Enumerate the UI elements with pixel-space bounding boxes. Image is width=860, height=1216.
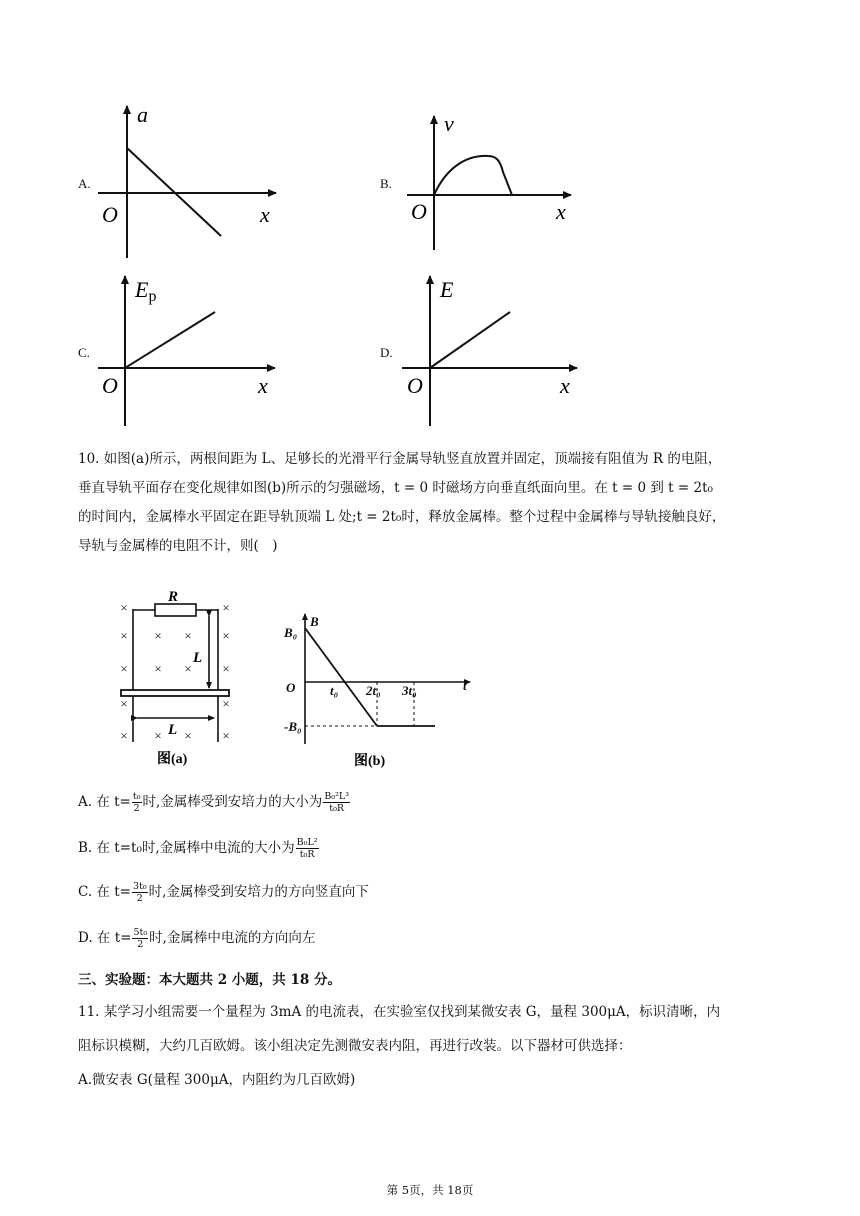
section-3-heading: 三、实验题：本大题共 2 小题，共 18 分。 [78,972,341,988]
fig-a-caption: 图(a) [157,752,188,767]
option-b-letter: B. [380,176,392,191]
fig-b-b0: B₀ [284,625,298,640]
svg-text:×: × [222,728,230,743]
svg-text:×: × [184,661,192,676]
resistor [155,604,196,616]
option-a-letter: A. [78,176,91,191]
page-footer: 第 5页，共 18页 [386,1183,474,1197]
graph-d-ylabel: E [440,277,454,302]
graph-b-xlabel: x [556,199,566,224]
svg-text:×: × [222,696,230,711]
q11-line-2: 阻标识模糊，大约几百欧姆。该小组决定先测微安表内阻，再进行改装。以下器材可供选择： [78,1038,632,1054]
svg-text:×: × [120,661,128,676]
fig-b-tlabel: t [463,678,467,693]
svg-text:×: × [120,696,128,711]
figure-b [305,614,470,744]
q10-line-1: 10. 如图(a)所示，两根间距为 L、足够长的光滑平行金属导轨竖直放置并固定，顶端接有阻值为 R 的电阻， [78,451,722,467]
q10-line-2: 垂直导轨平面存在变化规律如图(b)所示的匀强磁场，t = 0 时磁场方向垂直纸面向里。在 t = 0 到 t = 2t₀ [78,480,713,496]
svg-text:×: × [184,728,192,743]
q10-option-d: D. 在 t= $\frac{\text{5t₀}}{2}$ 时,金属棒中电流的方向向左 [78,927,316,950]
metal-rod [121,690,229,696]
fig-b-neg-b0: -B₀ [284,719,302,734]
fig-b-origin: O [286,680,296,695]
fig-b-t0: t₀ [330,683,339,698]
svg-text:×: × [154,661,162,676]
q10-option-b: B. 在 t=t₀时,金属棒中电流的大小为 $\frac{\text{B₀L²}}{\text{t₀R}}$ [78,837,318,860]
q11-line-1: 11. 某学习小组需要一个量程为 3mA 的电流表，在实验室仅找到某微安表 G，量程 300μA，标识清晰，内 [78,1004,721,1020]
svg-text:×: × [222,628,230,643]
q10-line-4: 导轨与金属棒的电阻不计，则( ) [78,538,278,554]
graph-b [407,116,571,250]
graph-b-ylabel: v [444,111,454,136]
q10-option-c: C. 在 t= $\frac{\text{3t₀}}{2}$ 时,金属棒受到安培力的方向竖直向下 [78,881,369,904]
graph-a-ylabel: a [137,102,148,127]
svg-text:×: × [154,728,162,743]
svg-text:×: × [222,661,230,676]
q10-line-3: 的时间内，金属棒水平固定在距导轨顶端 L 处;t = 2t₀时，释放金属棒。整个过程中金属棒与导轨接触良好， [78,509,726,525]
graph-d-xlabel: x [560,373,570,398]
graph-b-origin: O [411,199,427,224]
graph-c-ylabel: Ep [135,277,157,305]
graph-b-curve [434,156,512,195]
fig-a-label-l-horizontal: L [168,722,178,738]
svg-text:×: × [120,728,128,743]
svg-text:×: × [184,628,192,643]
graph-d [402,276,577,426]
q11-line-3: A.微安表 G(量程 300μA，内阻约为几百欧姆) [78,1072,356,1088]
graph-d-origin: O [407,373,423,398]
svg-text:×: × [222,600,230,615]
graph-c-xlabel: x [258,373,268,398]
fig-b-2t0: 2t₀ [366,683,381,698]
graph-a [98,106,276,258]
graph-c [98,276,275,426]
b-field-line [305,628,377,726]
fig-b-caption: 图(b) [354,754,386,769]
q10-option-a: A. 在 t= $\frac{\text{t₀}}{2}$ 时,金属棒受到安培力的大小为 $\frac{\text{B₀²L³}}{\text{t₀R}}$ [78,791,350,814]
option-c-letter: C. [78,345,90,360]
graph-d-line [430,312,510,368]
graph-a-xlabel: x [260,202,270,227]
svg-text:×: × [120,600,128,615]
fig-b-ylabel: B [310,614,319,629]
fig-a-label-l-vertical: L [193,650,203,666]
graph-a-origin: O [102,202,118,227]
svg-text:×: × [120,628,128,643]
fig-b-3t0: 3t₀ [402,683,417,698]
graph-c-origin: O [102,373,118,398]
fig-a-label-r: R [168,589,179,605]
option-d-letter: D. [380,345,393,360]
graph-c-line [125,312,215,368]
svg-text:×: × [154,628,162,643]
